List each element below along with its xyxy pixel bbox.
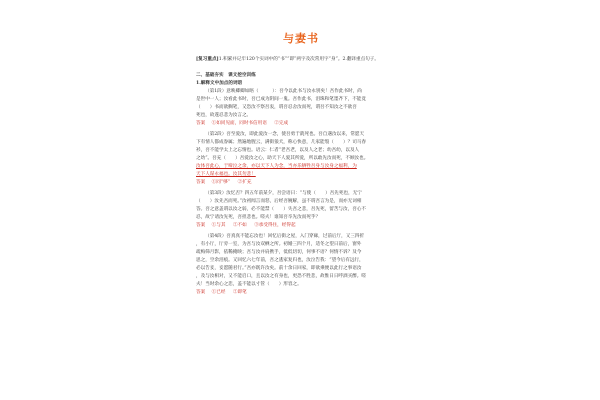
passage-line: 下有情人都成眷属；然遍地腥云，满街狼犬，称心快意，几家能彀（ ）？司马春 <box>196 140 366 145</box>
highlighted-line: 天下人谋永福也。汝其勿悲！ <box>196 172 256 177</box>
answer-item: ①如同见面，同时书信用语 <box>211 121 267 126</box>
answer-item: ①同“够” <box>211 180 231 185</box>
passage-paragraph-2 <box>196 131 406 179</box>
answer-label: 答案 <box>196 121 206 126</box>
document <box>196 30 406 300</box>
passage-line: 思之，空余泪痕。又回忆六七年前，吾之逃家复归也，汝泣告我：“望今后有远行， <box>196 258 364 263</box>
answer-1 <box>196 120 406 128</box>
subheading: 1.解释文中加点的词语 <box>196 81 243 86</box>
answer-item: ①已经 <box>211 290 226 295</box>
answer-item: ③承受得住，经得起 <box>254 223 296 228</box>
passage-line: （第4段）吾真真不能忘汝也！回忆后街之屋，入门穿廊，过前后厅，又三四折 <box>205 234 365 239</box>
answer-4 <box>196 289 406 297</box>
answer-2 <box>196 179 406 187</box>
passage-line: 必以告妾，妾愿随君行。”吾亦既许汝矣。前十余日回家，即欲乘便以此行之事语汝 <box>196 266 362 271</box>
highlighted-line: 汝体吾此心，于啼泣之余，亦以天下人为念，当亦乐牺牲吾身与汝身之福利，为 <box>196 164 357 169</box>
answer-3 <box>196 222 406 230</box>
review-text: 1.积累并记牢120个实词中的“书”“即”两字及次常用字“身”。2.翻译重点句子。 <box>218 57 379 62</box>
page-title: 与妻书 <box>283 32 319 45</box>
answer-item: ②不如 <box>232 223 247 228</box>
answer-label: 答案 <box>196 290 206 295</box>
passage-line: 疏梅筛月影，依稀掩映；吾与汝并肩携手，低低切切，何事不语？何情不诉？及今 <box>196 250 362 255</box>
passage-line: 之幼”。吾充（ ）吾爱汝之心，助天下人爱其所爱，所以敢先汝而死，不顾汝也。 <box>196 156 369 161</box>
passage-line: ，有小厅，厅旁一室，为吾与汝双栖之所。初婚三四个月，适冬之望日前后，窗外 <box>196 242 362 247</box>
review-note <box>196 56 406 64</box>
passage-line: 是世中一人；汝看此书时，吾已成为阴间一鬼。吾作此书，泪珠和笔墨齐下，不能竟 <box>196 97 366 102</box>
passage-line: 答。吾之意盖谓以汝之弱，必不能禁（ ）失吾之悲，吾先死，留苦与汝，吾心不 <box>196 207 366 212</box>
passage-paragraph-1 <box>196 88 406 120</box>
answer-label: 答案 <box>196 223 206 228</box>
passage-line: （ ）书而欲搁笔，又恐汝不察吾衷，谓吾忍舍汝而死，谓吾不知汝之不欲吾 <box>196 105 357 110</box>
answer-label: 答案 <box>196 180 206 185</box>
section-heading: 二、基础夯实 课文挖空训练 <box>196 73 256 78</box>
passage-line: （第2段）吾至爱汝，即此爱汝一念，使吾勇于就死也。吾自遇汝以来，常愿天 <box>205 132 365 137</box>
passage-line: 夫！当时余心之悲，盖不能以寸管（ ）形容之。 <box>196 282 302 287</box>
passage-line: 衫，吾不能学太上之忘情也。语云：仁者“老吾老，以及人之老；幼吾幼，以及人 <box>196 148 360 153</box>
answer-item: ①与其 <box>211 223 226 228</box>
passage-line: 忍，故宁请汝先死，吾担悲也。嗟夫！谁知吾卒先汝而死乎？ <box>196 215 321 220</box>
passage-line: （第3段）汝忆否？四五年前某夕，吾尝语曰：“与使（ ）吾先死也，无宁 <box>205 191 362 196</box>
answer-item: ②即笔 <box>232 290 247 295</box>
answer-item: ②完成 <box>274 121 289 126</box>
passage-line: 死也，故遂忍悲为汝言之。 <box>196 113 252 118</box>
answer-item: ②扩充 <box>237 180 252 185</box>
passage-paragraph-3 <box>196 190 406 222</box>
passage-line: ，及与汝相对，又不能启口，且以汝之有身也，更恐不胜悲，故惟日日呼酒买醉。嗟 <box>196 274 366 279</box>
passage-line: （ ）汝先吾而死。”汝初闻言而怒，后经吾婉解，虽不谓吾言为是，而亦无词相 <box>196 199 362 204</box>
passage-line: （第1段）意映卿卿如晤（ ）：吾今以此书与汝永别矣！吾作此书时，尚 <box>205 89 362 94</box>
passage-paragraph-4 <box>196 233 406 289</box>
review-label: [复习重点] <box>196 57 219 62</box>
